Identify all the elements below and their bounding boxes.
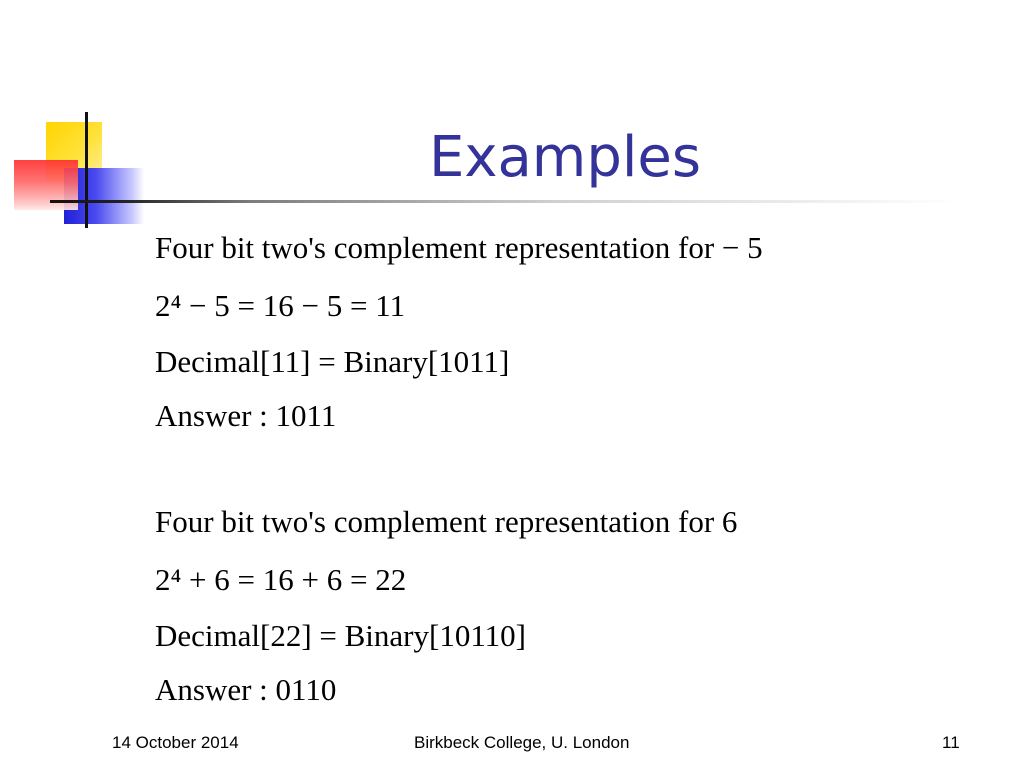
footer-institution: Birkbeck College, U. London	[414, 733, 630, 752]
example2-answer: Answer : 0110	[155, 672, 337, 707]
example2-heading: Four bit two's complement representation for 6	[155, 504, 738, 539]
example1-answer: Answer : 1011	[155, 398, 337, 433]
example1-conversion: Decimal[11] = Binary[1011]	[155, 344, 510, 379]
title-underline	[50, 200, 960, 203]
slide-title: Examples	[428, 125, 702, 190]
footer-page-number: 11	[942, 733, 960, 752]
example2-calculation: 2⁴ + 6 = 16 + 6 = 22	[155, 562, 407, 597]
example1-calculation: 2⁴ − 5 = 16 − 5 = 11	[155, 288, 406, 323]
logo-vertical-line	[85, 112, 88, 228]
example2-conversion: Decimal[22] = Binary[10110]	[155, 618, 527, 653]
example1-heading: Four bit two's complement representation for − 5	[155, 230, 763, 265]
footer-date: 14 October 2014	[112, 733, 239, 752]
slide-logo-decoration	[0, 0, 140, 240]
